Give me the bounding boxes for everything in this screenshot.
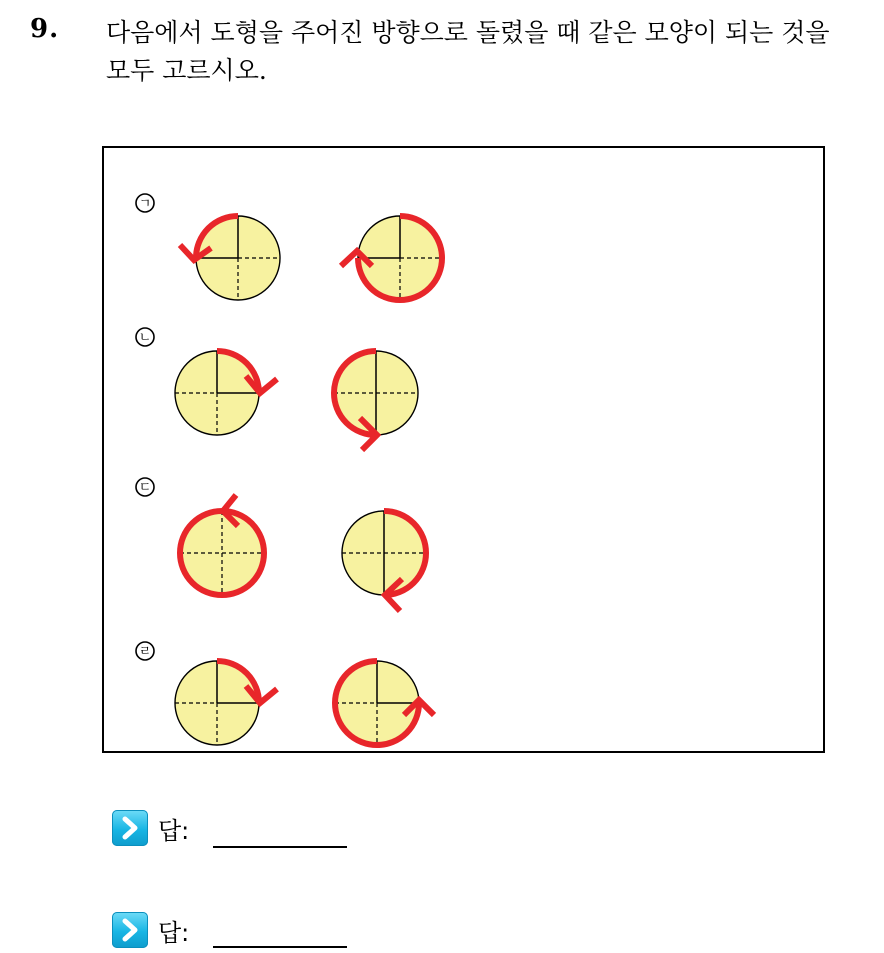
answer-field-1[interactable] bbox=[213, 846, 347, 848]
option-label-3 bbox=[136, 478, 154, 496]
answer-label: 답: bbox=[158, 918, 190, 947]
option-3-figure-right bbox=[342, 511, 426, 611]
answer-row-1 bbox=[112, 808, 189, 848]
answer-row-2 bbox=[112, 910, 189, 950]
option-2-figure-left bbox=[175, 351, 277, 435]
svg-text:ㄹ: ㄹ bbox=[138, 644, 152, 660]
option-label-2 bbox=[136, 328, 154, 346]
svg-text:ㄷ: ㄷ bbox=[138, 480, 152, 496]
option-2-figure-right bbox=[334, 351, 418, 450]
chevron-right-icon bbox=[112, 912, 148, 948]
answer-label: 답: bbox=[158, 816, 190, 845]
answer-field-2[interactable] bbox=[213, 946, 347, 948]
option-4-figure-right bbox=[335, 661, 434, 745]
chevron-right-icon bbox=[112, 810, 148, 846]
option-label-1 bbox=[136, 194, 154, 212]
option-label-4 bbox=[136, 642, 154, 660]
question-number: 9. bbox=[30, 14, 60, 44]
figure-box bbox=[102, 146, 825, 753]
option-1-figure-left bbox=[180, 216, 280, 300]
svg-text:ㄱ: ㄱ bbox=[138, 196, 152, 212]
question-text bbox=[106, 14, 876, 90]
question-text-line-2: 모두 고르시오. bbox=[106, 56, 267, 85]
question-text-line-1: 다음에서 도형을 주어진 방향으로 돌렸을 때 같은 모양이 되는 것을 bbox=[106, 18, 830, 47]
rotation-figures bbox=[104, 148, 827, 755]
option-1-figure-right bbox=[341, 216, 442, 300]
option-4-figure-left bbox=[175, 661, 277, 745]
svg-text:ㄴ: ㄴ bbox=[138, 330, 152, 346]
option-3-figure-left bbox=[180, 495, 264, 595]
